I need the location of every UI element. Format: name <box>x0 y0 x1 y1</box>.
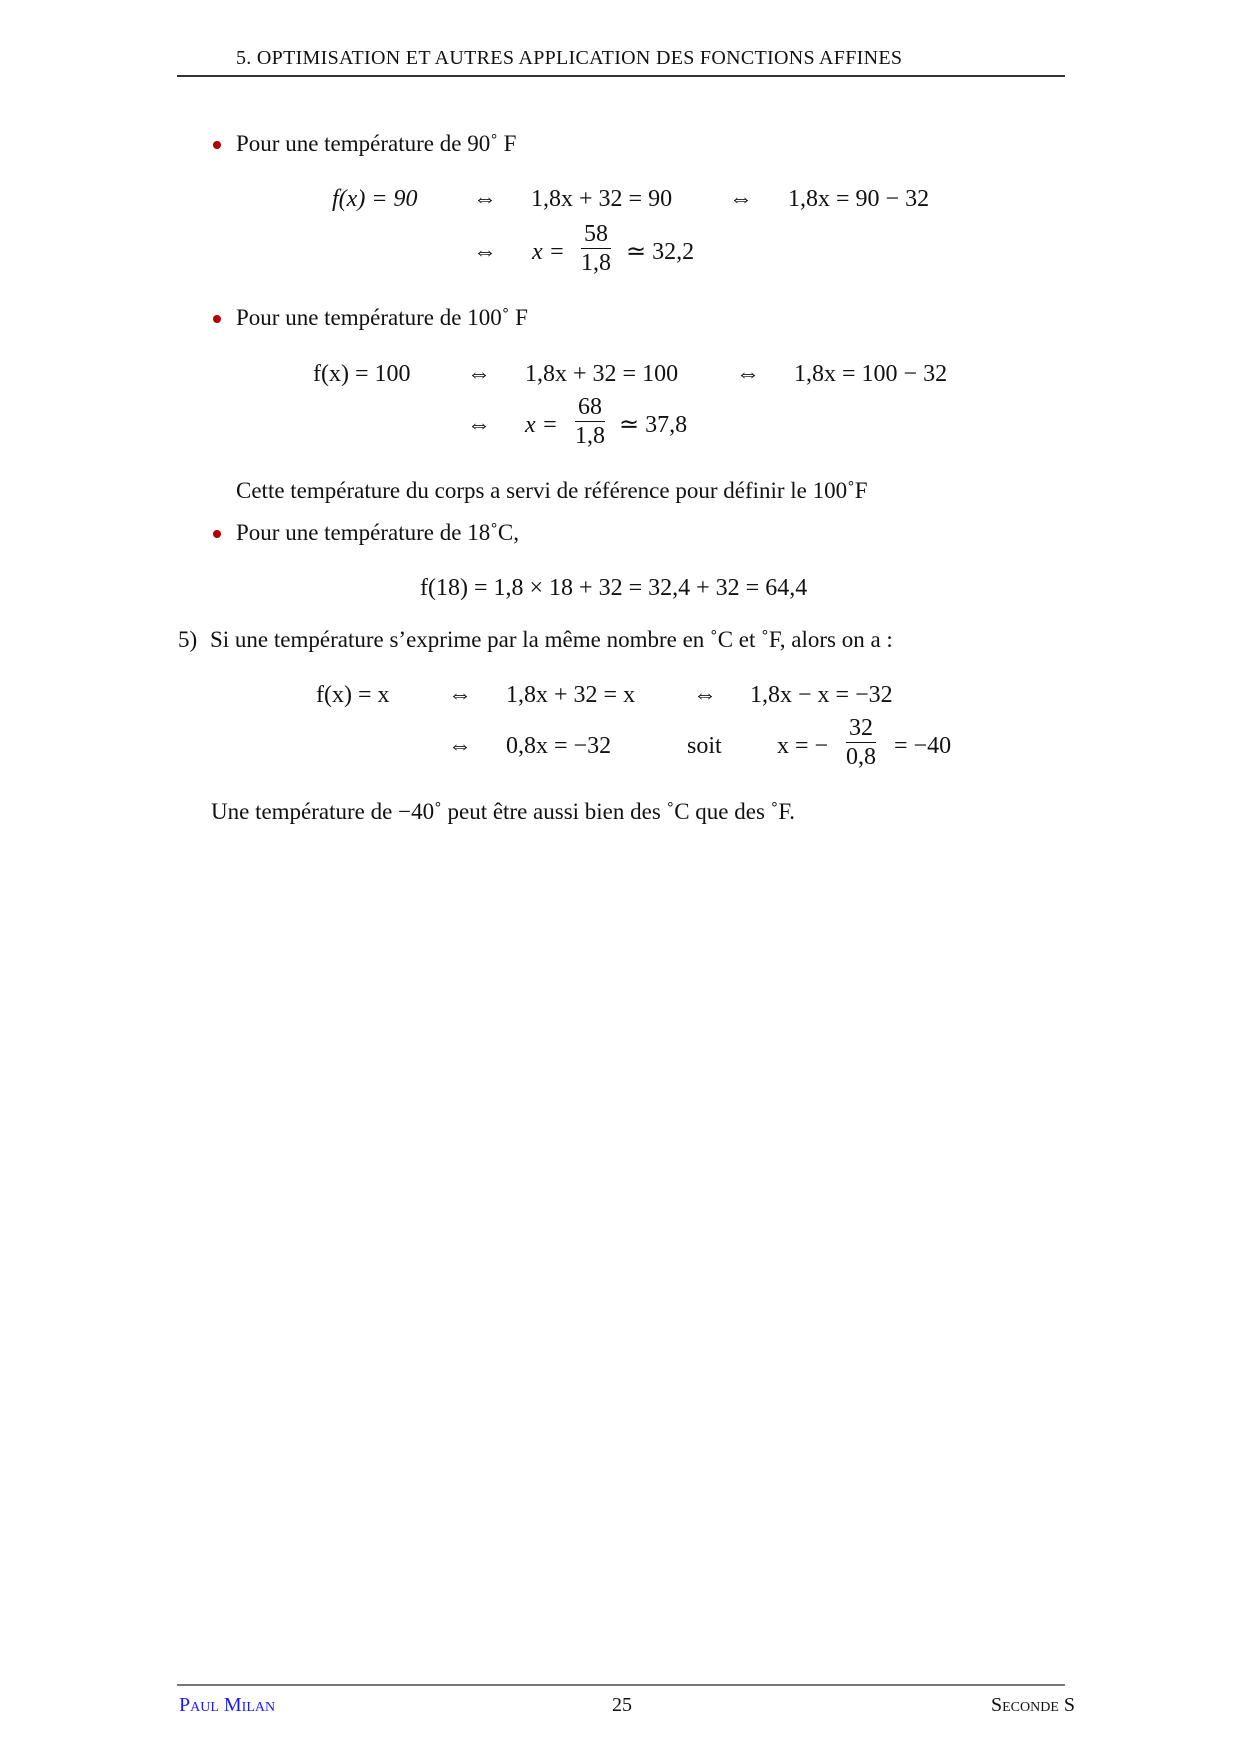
equation: f(x) = 90 <box>332 186 418 212</box>
iff-symbol: ⇔ <box>473 186 497 212</box>
iff-symbol: ⇔ <box>467 412 491 438</box>
fraction <box>578 220 614 277</box>
equation: ≃ 32,2 <box>626 239 695 265</box>
numerator: 32 <box>846 714 876 743</box>
fraction <box>843 714 879 771</box>
question-text: Si une température s’exprime par la même nombre en ˚C et ˚F, alors on a : <box>210 627 893 652</box>
equation: = −40 <box>894 733 952 759</box>
equation: f(x) = x <box>316 682 390 708</box>
header-rule <box>177 75 1065 77</box>
equation: 1,8x + 32 = 100 <box>525 361 679 387</box>
conclusion-text: Une température de −40˚ peut être aussi bien des ˚C que des ˚F. <box>211 799 796 824</box>
equation: ≃ 37,8 <box>619 412 688 438</box>
equation: 1,8x = 90 − 32 <box>788 186 930 212</box>
iff-symbol: ⇔ <box>473 239 497 265</box>
equation: x = − <box>777 733 829 759</box>
iff-symbol: ⇔ <box>693 682 717 708</box>
bullet-icon <box>213 141 221 149</box>
page-number: 25 <box>612 1694 632 1716</box>
numerator: 58 <box>581 220 611 249</box>
denominator: 0,8 <box>846 744 876 770</box>
iff-symbol: ⇔ <box>448 682 472 708</box>
bullet-text: Pour une température de 100˚ F <box>236 305 528 330</box>
iff-symbol: ⇔ <box>729 186 753 212</box>
equation: 0,8x = −32 <box>506 733 612 759</box>
bullet-icon <box>213 315 221 323</box>
footer-author: Paul Milan <box>179 1694 276 1716</box>
iff-symbol: ⇔ <box>467 361 491 387</box>
denominator: 1,8 <box>575 423 605 449</box>
question-number: 5) <box>178 627 198 652</box>
equation: x = <box>532 239 565 265</box>
footer-class: Seconde S <box>990 1694 1075 1716</box>
equation: 1,8x + 32 = 90 <box>531 186 673 212</box>
iff-symbol: ⇔ <box>736 361 760 387</box>
running-header: 5. OPTIMISATION ET AUTRES APPLICATION DES FONCTIONS AFFINES <box>236 47 903 69</box>
iff-symbol: ⇔ <box>448 733 472 759</box>
bullet-text: Pour une température de 18˚C, <box>236 520 519 545</box>
equation: f(18) = 1,8 × 18 + 32 = 32,4 + 32 = 64,4 <box>420 575 808 601</box>
equation: 1,8x = 100 − 32 <box>794 361 948 387</box>
equation: 1,8x + 32 = x <box>506 682 636 708</box>
equation: x = <box>525 412 558 438</box>
equation: f(x) = 100 <box>313 361 411 387</box>
denominator: 1,8 <box>581 250 611 276</box>
soit-text: soit <box>687 733 722 759</box>
note-text: Cette température du corps a servi de référence pour définir le 100˚F <box>236 478 868 503</box>
equation: 1,8x − x = −32 <box>750 682 893 708</box>
bullet-text: Pour une température de 90˚ F <box>236 131 517 156</box>
numerator: 68 <box>575 393 605 422</box>
bullet-icon <box>213 530 221 538</box>
fraction <box>572 393 608 450</box>
footer-rule <box>177 1684 1065 1686</box>
